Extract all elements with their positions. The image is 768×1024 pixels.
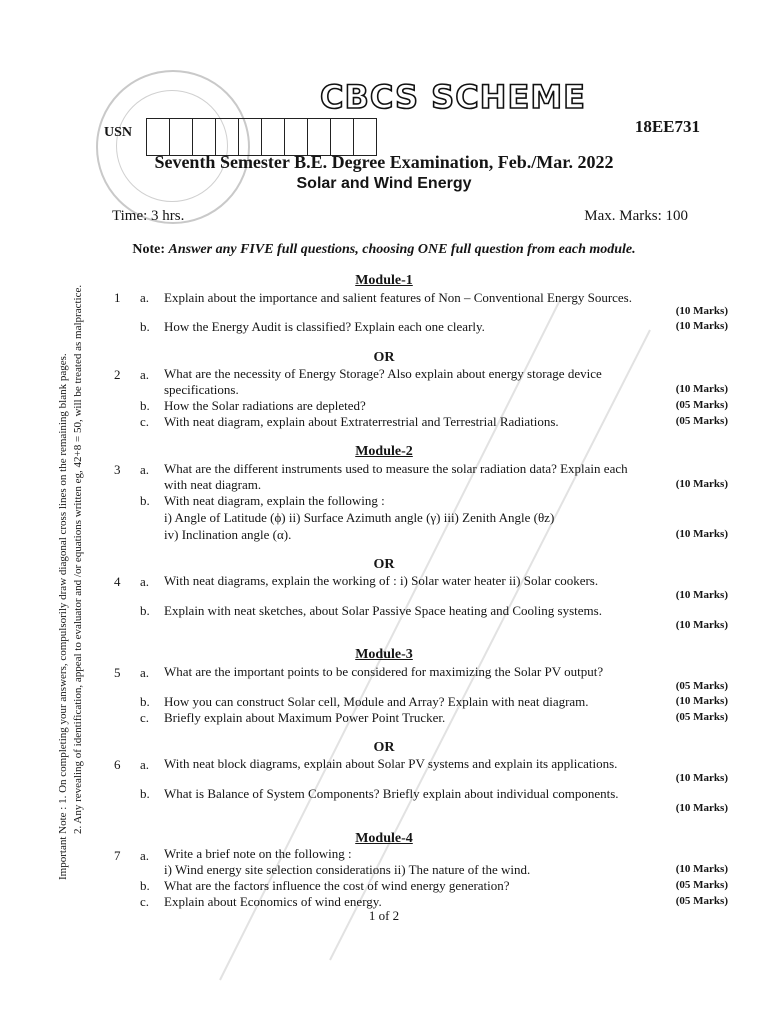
question-text: How you can construct Solar cell, Module and Array? Explain with neat diagram. [164, 694, 589, 709]
note-label: Note: [132, 242, 165, 257]
marks: (10 Marks) [675, 528, 728, 540]
marks: (10 Marks) [675, 772, 728, 784]
instructions-note [0, 242, 768, 258]
marks: (10 Marks) [675, 478, 728, 490]
question-text: What are the necessity of Energy Storage? Also explain about energy storage device [164, 366, 602, 381]
question-text: Explain with neat sketches, about Solar Passive Space heating and Cooling systems. [164, 603, 602, 618]
max-marks: Max. Marks: 100 [584, 208, 688, 224]
sub-label: a. [140, 574, 150, 589]
sub-label: a. [140, 462, 150, 477]
question-number: 3 [114, 462, 121, 477]
sub-label: a. [140, 848, 150, 863]
question-text: Briefly explain about Maximum Power Point Trucker. [164, 710, 446, 725]
question-text: What are the factors influence the cost of wind energy generation? [164, 878, 510, 893]
module-heading: Module-3 [355, 647, 413, 662]
marks: (05 Marks) [675, 680, 728, 692]
question-number: 1 [114, 290, 121, 305]
usn-box [170, 118, 193, 156]
scheme-banner: CBCS SCHEME [320, 78, 587, 116]
usn-box [216, 118, 239, 156]
sub-label: b. [140, 493, 150, 508]
page-number: 1 of 2 [368, 908, 400, 923]
question-text: How the Energy Audit is classified? Explain each one clearly. [164, 319, 485, 334]
important-note [56, 220, 86, 880]
important-note-line-1: Important Note : 1. On completing your answers, compulsorily draw diagonal cross lines on the remaining blank pages. [57, 353, 69, 880]
sub-label: a. [140, 665, 150, 680]
marks: (10 Marks) [675, 383, 728, 395]
usn-box [239, 118, 262, 156]
question-text: How the Solar radiations are depleted? [164, 398, 366, 413]
question-text: with neat diagram. [164, 477, 262, 492]
marks: (05 Marks) [675, 711, 728, 723]
question-text: With neat diagram, explain the following : [164, 493, 385, 508]
sub-label: b. [140, 694, 150, 709]
question-text: What are the different instruments used to measure the solar radiation data? Explain each [164, 461, 628, 476]
sub-label: c. [140, 894, 150, 909]
or-divider: OR [373, 740, 395, 755]
sub-label: b. [140, 398, 150, 413]
question-text: With neat diagram, explain about Extraterrestrial and Terrestrial Radiations. [164, 414, 559, 429]
sub-label: b. [140, 878, 150, 893]
usn-box [285, 118, 308, 156]
question-number: 7 [114, 848, 121, 863]
or-divider: OR [373, 350, 395, 365]
sub-label: b. [140, 603, 150, 618]
marks: (05 Marks) [675, 895, 728, 907]
question-text: Write a brief note on the following : [164, 846, 352, 861]
time-allowed: Time: 3 hrs. [112, 208, 185, 224]
marks: (10 Marks) [675, 320, 728, 332]
module-heading: Module-2 [355, 444, 413, 459]
module-heading: Module-1 [355, 273, 413, 288]
usn-box [193, 118, 216, 156]
module-heading: Module-4 [355, 831, 413, 846]
question-text: i) Wind energy site selection considerations ii) The nature of the wind. [164, 862, 531, 877]
marks: (10 Marks) [675, 802, 728, 814]
question-text: What are the important points to be considered for maximizing the Solar PV output? [164, 664, 604, 679]
question-text: iv) Inclination angle (α). [164, 527, 292, 542]
question-text: specifications. [164, 382, 239, 397]
marks: (10 Marks) [675, 695, 728, 707]
usn-box [262, 118, 285, 156]
marks: (05 Marks) [675, 399, 728, 411]
marks: (05 Marks) [675, 879, 728, 891]
question-text: i) Angle of Latitude (ϕ) ii) Surface Azimuth angle (γ) iii) Zenith Angle (θz) [164, 510, 555, 525]
usn-box [308, 118, 331, 156]
question-text: Explain about the importance and salient features of Non – Conventional Energy Sources. [164, 290, 632, 305]
question-text: Explain about Economics of wind energy. [164, 894, 382, 909]
sub-label: b. [140, 319, 150, 334]
question-number: 2 [114, 367, 121, 382]
question-text: What is Balance of System Components? Briefly explain about individual components. [164, 786, 619, 801]
usn-box [354, 118, 377, 156]
question-number: 4 [114, 574, 121, 589]
sub-label: c. [140, 414, 150, 429]
marks: (10 Marks) [675, 589, 728, 601]
or-divider: OR [373, 557, 395, 572]
subject-code: 18EE731 [634, 117, 700, 136]
sub-label: a. [140, 367, 150, 382]
question-text: With neat block diagrams, explain about Solar PV systems and explain its applications. [164, 756, 618, 771]
usn-boxes [146, 118, 377, 156]
sub-label: b. [140, 786, 150, 801]
usn-box [147, 118, 170, 156]
marks: (10 Marks) [675, 619, 728, 631]
usn-label: USN [104, 125, 133, 140]
subject-title: Solar and Wind Energy [296, 175, 472, 192]
marks: (05 Marks) [675, 415, 728, 427]
marks: (10 Marks) [675, 863, 728, 875]
sub-label: a. [140, 290, 150, 305]
question-text: With neat diagrams, explain the working of : i) Solar water heater ii) Solar cookers. [164, 573, 599, 588]
usn-box [331, 118, 354, 156]
sub-label: a. [140, 757, 150, 772]
question-number: 5 [114, 665, 121, 680]
sub-label: c. [140, 710, 150, 725]
exam-title: Seventh Semester B.E. Degree Examination, Feb./Mar. 2022 [154, 152, 614, 172]
note-text: Answer any FIVE full questions, choosing ONE full question from each module. [168, 242, 636, 257]
question-number: 6 [114, 757, 121, 772]
important-note-line-2: 2. Any revealing of identification, appeal to evaluator and /or equations written eg, 42+8 = 50, will be treated as malpractice. [72, 284, 84, 834]
marks: (10 Marks) [675, 305, 728, 317]
